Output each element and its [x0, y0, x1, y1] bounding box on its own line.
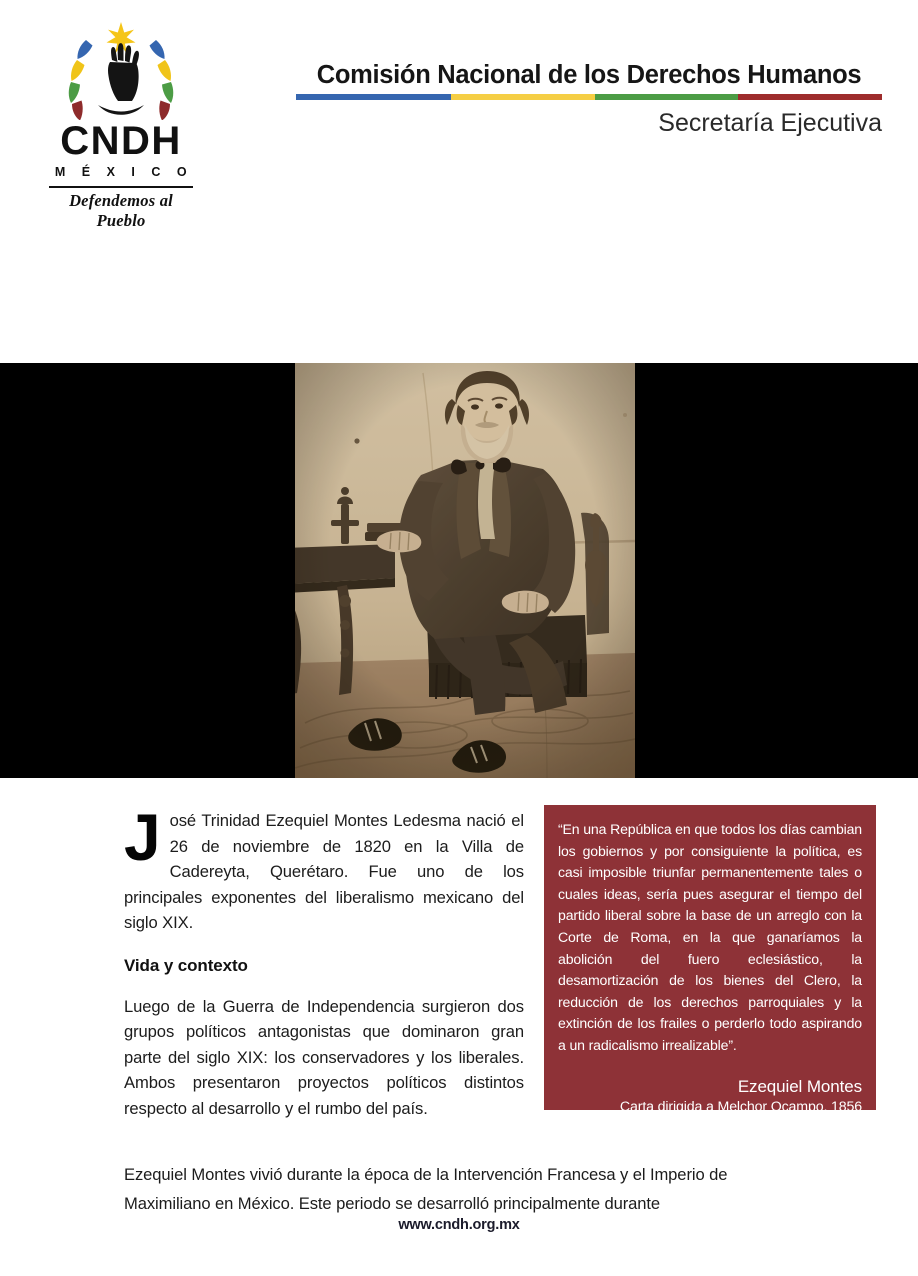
section-heading: Vida y contexto: [124, 955, 248, 975]
pull-quote-text: “En una República en que todos los días cambian los gobiernos y por consiguiente la política, es casi imposible triunfar permanentemente tales o cuales ideas, sería pues asegurar el tiempo del partido liberal sobre la base de un arreglo con la Corte de Roma, en la que ganaríamos la abolición del fuero eclesiástico, la desamortización de los bienes del Clero, la reducción de los derechos parroquiales y la extinción de los frailes o perderlo todo aspirando a un radicalismo irrealizable”.: [558, 821, 862, 1053]
color-bar-green: [595, 94, 739, 100]
photo-band: [0, 363, 918, 778]
color-bar-yellow: [451, 94, 595, 100]
page-header: [0, 0, 918, 230]
drop-cap: J: [124, 800, 161, 874]
paragraph-context: Luego de la Guerra de Independencia surgieron dos grupos políticos antagonistas que dominaron gran parte del siglo XIX: los conservadores y los liberales. Ambos presentaron proyectos políticos distintos respecto al desarrollo y el rumbo del país.: [124, 996, 524, 1118]
color-bar-red: [738, 94, 882, 100]
pull-quote-box: [544, 805, 876, 1115]
article-title-block: [0, 214, 918, 352]
left-text-column: [124, 800, 524, 1140]
paragraph-intro: [124, 800, 524, 936]
organization-subtitle: Secretaría Ejecutiva: [658, 109, 882, 137]
organization-title: Comisión Nacional de los Derechos Humanos: [316, 61, 862, 89]
footer-website-url[interactable]: www.cndh.org.mx: [398, 1217, 520, 1233]
portrait-photo: [295, 363, 635, 778]
cndh-emblem-icon: [46, 16, 196, 120]
logo-acronym: CNDH: [60, 119, 182, 163]
logo-country: M É X I C O: [54, 165, 194, 179]
page-footer: [0, 1216, 918, 1234]
brand-color-bar: [296, 94, 882, 100]
cndh-logo: [46, 16, 196, 230]
color-bar-blue: [296, 94, 451, 100]
paragraph-intro-text: osé Trinidad Ezequiel Montes Ledesma nació el 26 de noviembre de 1820 en la Villa de Cadereyta, Querétaro. Fue uno de los principales exponentes del liberalismo mexicano del siglo XIX.: [124, 811, 524, 932]
pull-quote-author: Ezequiel Montes: [737, 1076, 862, 1096]
paragraph-full-width: Ezequiel Montes vivió durante la época de la Intervención Francesa y el Imperio de Maximiliano en México. Este periodo se desarrolló principalmente durante: [124, 1164, 728, 1213]
logo-divider: [49, 186, 193, 188]
header-titles: [296, 60, 882, 138]
logo-slogan: Defendemos al Pueblo: [69, 191, 173, 230]
pull-quote-source: Carta dirigida a Melchor Ocampo, 1856: [619, 1098, 862, 1115]
